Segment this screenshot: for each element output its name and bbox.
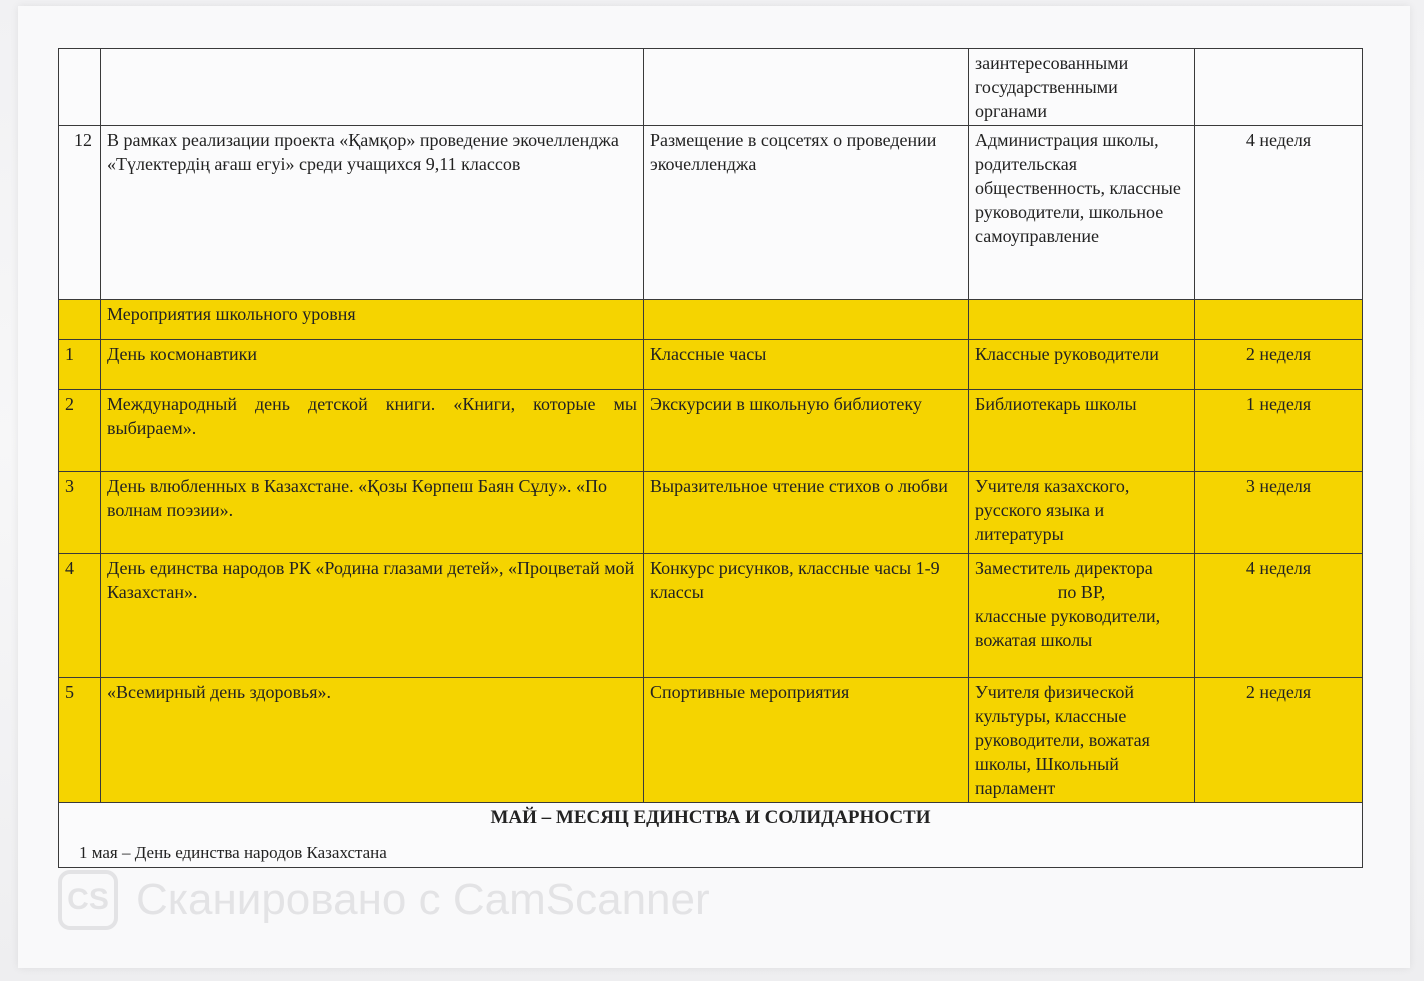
cell-form: Выразительное чтение стихов о любви xyxy=(644,472,969,554)
cell-event: Международный день детской книги. «Книги, которые мы выбираем». xyxy=(101,390,644,472)
responsible-line: классные руководители, вожатая школы xyxy=(975,606,1161,650)
cell-event xyxy=(101,49,644,126)
cell-responsible: Учителя казахского, русского языка и литературы xyxy=(969,472,1195,554)
cell-responsible: заинтересованными государственными органами xyxy=(969,49,1195,126)
cell-event: День единства народов РК «Родина глазами детей», «Процветай мой Казахстан». xyxy=(101,554,644,678)
section-header: Мероприятия школьного уровня xyxy=(101,300,644,340)
month-note: 1 мая – День единства народов Казахстана xyxy=(79,843,387,862)
cell-num: 3 xyxy=(59,472,101,554)
cell-num: 12 xyxy=(59,126,101,300)
cell-num xyxy=(59,300,101,340)
cell-form xyxy=(644,49,969,126)
table-row-12 xyxy=(59,126,1363,300)
camscanner-logo-icon: CS xyxy=(58,870,118,930)
section-header-row xyxy=(59,300,1363,340)
table-row xyxy=(59,678,1363,803)
watermark-text: Сканировано с CamScanner xyxy=(136,875,710,924)
cell-responsible: Администрация школы, родительская общественность, классные руководители, школьное самоуправление xyxy=(969,126,1195,300)
cell-form: Спортивные мероприятия xyxy=(644,678,969,803)
cell-num: 4 xyxy=(59,554,101,678)
cell-num: 2 xyxy=(59,390,101,472)
table-row-continued xyxy=(59,49,1363,126)
cell-term: 4 неделя xyxy=(1195,126,1363,300)
table-row xyxy=(59,390,1363,472)
cell-term: 1 неделя xyxy=(1195,390,1363,472)
table-row xyxy=(59,472,1363,554)
month-title: МАЙ – МЕСЯЦ ЕДИНСТВА И СОЛИДАРНОСТИ xyxy=(490,807,931,828)
cell-term: 2 неделя xyxy=(1195,340,1363,390)
table-row xyxy=(59,340,1363,390)
responsible-line: по ВР, xyxy=(1057,582,1106,602)
cell-responsible xyxy=(969,300,1195,340)
cell-form: Размещение в соцсетях о проведении экочелленджа xyxy=(644,126,969,300)
cell-event: В рамках реализации проекта «Қамқор» проведение экочелленджа «Түлектердің ағаш егуі» среди учащихся 9,11 классов xyxy=(101,126,644,300)
cell-form: Классные часы xyxy=(644,340,969,390)
event-plan-table xyxy=(58,48,1363,868)
cell-responsible: Классные руководители xyxy=(969,340,1195,390)
cell-form: Экскурсии в школьную библиотеку xyxy=(644,390,969,472)
table-row xyxy=(59,554,1363,678)
responsible-line: Заместитель директора xyxy=(975,558,1153,578)
cell-event: День влюбленных в Казахстане. «Қозы Көрпеш Баян Сұлу». «По волнам поэзии». xyxy=(101,472,644,554)
cell-term xyxy=(1195,300,1363,340)
cell-event: «Всемирный день здоровья». xyxy=(101,678,644,803)
scanner-watermark xyxy=(58,868,710,932)
cell-responsible xyxy=(969,554,1195,678)
cell-event: День космонавтики xyxy=(101,340,644,390)
cell-num: 1 xyxy=(59,340,101,390)
cell-term xyxy=(1195,49,1363,126)
cell-form: Конкурс рисунков, классные часы 1-9 классы xyxy=(644,554,969,678)
month-row xyxy=(59,803,1363,868)
cell-term: 4 неделя xyxy=(1195,554,1363,678)
cell-form xyxy=(644,300,969,340)
cell-term: 3 неделя xyxy=(1195,472,1363,554)
cell-term: 2 неделя xyxy=(1195,678,1363,803)
cell-responsible: Учителя физической культуры, классные руководители, вожатая школы, Школьный парламент xyxy=(969,678,1195,803)
cell-responsible: Библиотекарь школы xyxy=(969,390,1195,472)
month-cell xyxy=(59,803,1363,868)
cell-num xyxy=(59,49,101,126)
cell-num: 5 xyxy=(59,678,101,803)
